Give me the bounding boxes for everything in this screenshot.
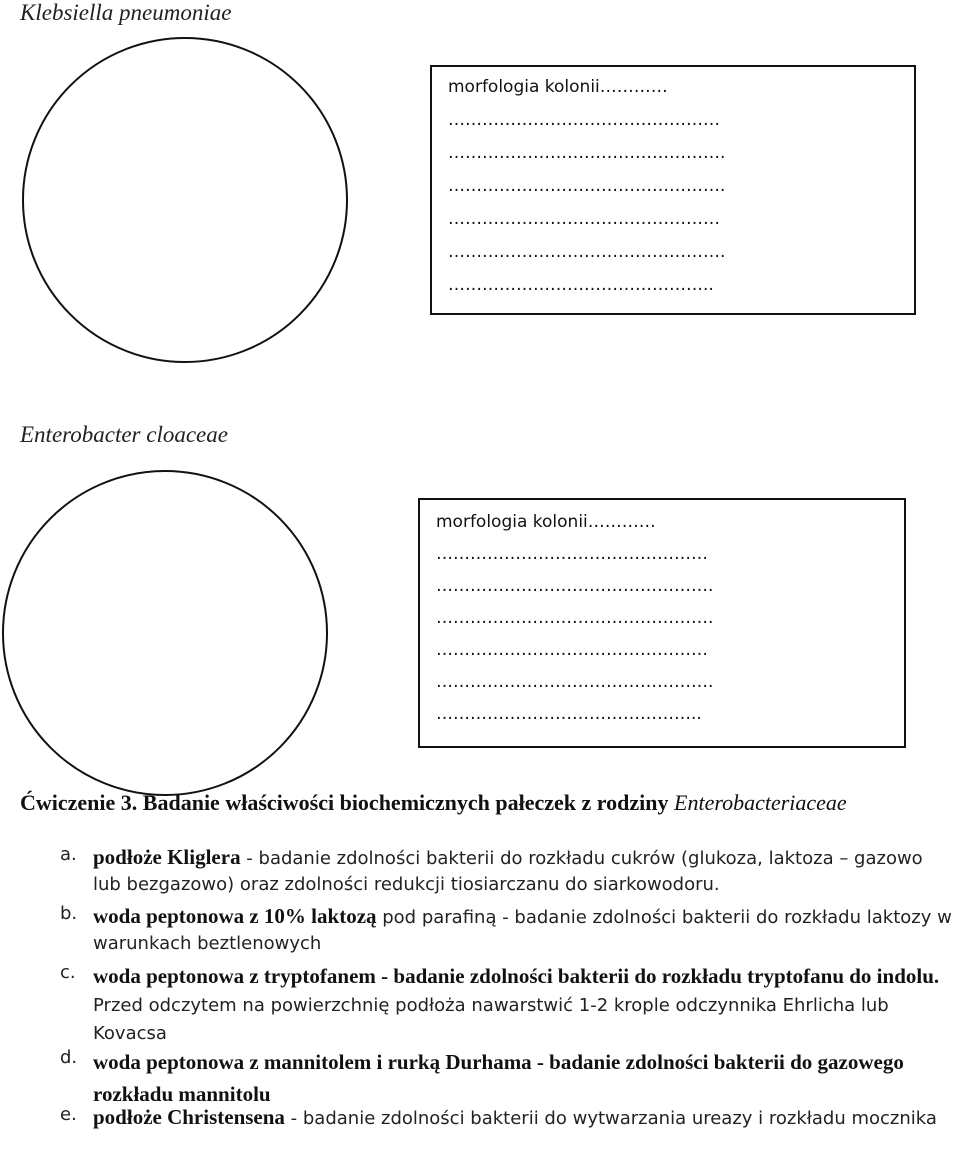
- list-item: [60, 962, 940, 1052]
- box-line: …………………………………………: [436, 640, 708, 660]
- item-description: pod parafiną - badanie zdolności bakterii do rozkładu laktozy w warunkach beztlenowych: [93, 907, 952, 954]
- exercise-heading-family: Enterobacteriaceae: [674, 790, 847, 815]
- item-description: - badanie zdolności bakterii do rozkładu cukrów (glukoza, laktoza – gazowo lub bezgazowo) oraz zdolności redukcji tiosiarczanu do siarkowodoru.: [93, 848, 923, 895]
- box-line: morfologia kolonii…………: [436, 512, 656, 532]
- list-marker: a.: [60, 844, 77, 865]
- box-line: ………………………………………….: [436, 576, 714, 596]
- list-item: [60, 1104, 940, 1156]
- list-marker: d.: [60, 1047, 78, 1068]
- list-item: [60, 903, 952, 963]
- item-description: Przed odczytem na powierzchnię podłoża nawarstwić 1-2 krople odczynnika Ehrlicha lub Kovacsa: [93, 995, 889, 1044]
- item-medium-name: woda peptonowa z tryptofanem - badanie zdolności bakterii do rozkładu tryptofanu do indolu.: [93, 964, 940, 988]
- box-line: …………………………………………: [436, 544, 708, 564]
- item-medium-name: podłoże Christensena: [93, 1105, 285, 1129]
- box-line: ………………………………………….: [436, 608, 714, 628]
- colony-morphology-box: [430, 65, 916, 315]
- species-title-klebsiella: Klebsiella pneumoniae: [20, 0, 232, 25]
- box-line: ………………………………………..: [448, 275, 714, 295]
- exercise-heading-main: Ćwiczenie 3. Badanie właściwości biochemicznych pałeczek z rodziny: [20, 790, 669, 815]
- box-line: ………………………………………….: [448, 176, 726, 196]
- item-description: - badanie zdolności bakterii do wytwarzania ureazy i rozkładu mocznika: [284, 1108, 937, 1129]
- exercise-heading: [20, 790, 847, 816]
- list-item: [60, 1047, 940, 1107]
- colony-drawing-circle: [22, 37, 348, 363]
- box-line: ………………………………………….: [448, 242, 726, 262]
- box-line: morfologia kolonii…………: [448, 77, 668, 97]
- list-marker: c.: [60, 962, 76, 983]
- list-marker: b.: [60, 903, 78, 924]
- colony-morphology-box: [418, 498, 906, 748]
- box-line: …………………………………………: [448, 209, 720, 229]
- box-line: ………………………………………..: [436, 704, 702, 724]
- box-line: ………………………………………….: [448, 143, 726, 163]
- colony-drawing-circle: [2, 470, 328, 796]
- list-marker: e.: [60, 1104, 77, 1125]
- list-item: [60, 844, 940, 904]
- item-medium-name: podłoże Kliglera: [93, 845, 241, 869]
- item-medium-name: woda peptonowa z mannitolem i rurką Durhama - badanie zdolności bakterii do gazowego rozkładu mannitolu: [93, 1050, 904, 1106]
- box-line: ………………………………………….: [436, 672, 714, 692]
- box-line: …………………………………………: [448, 110, 720, 130]
- species-title-enterobacter: Enterobacter cloaceae: [20, 422, 228, 447]
- item-medium-name: woda peptonowa z 10% laktozą: [93, 904, 377, 928]
